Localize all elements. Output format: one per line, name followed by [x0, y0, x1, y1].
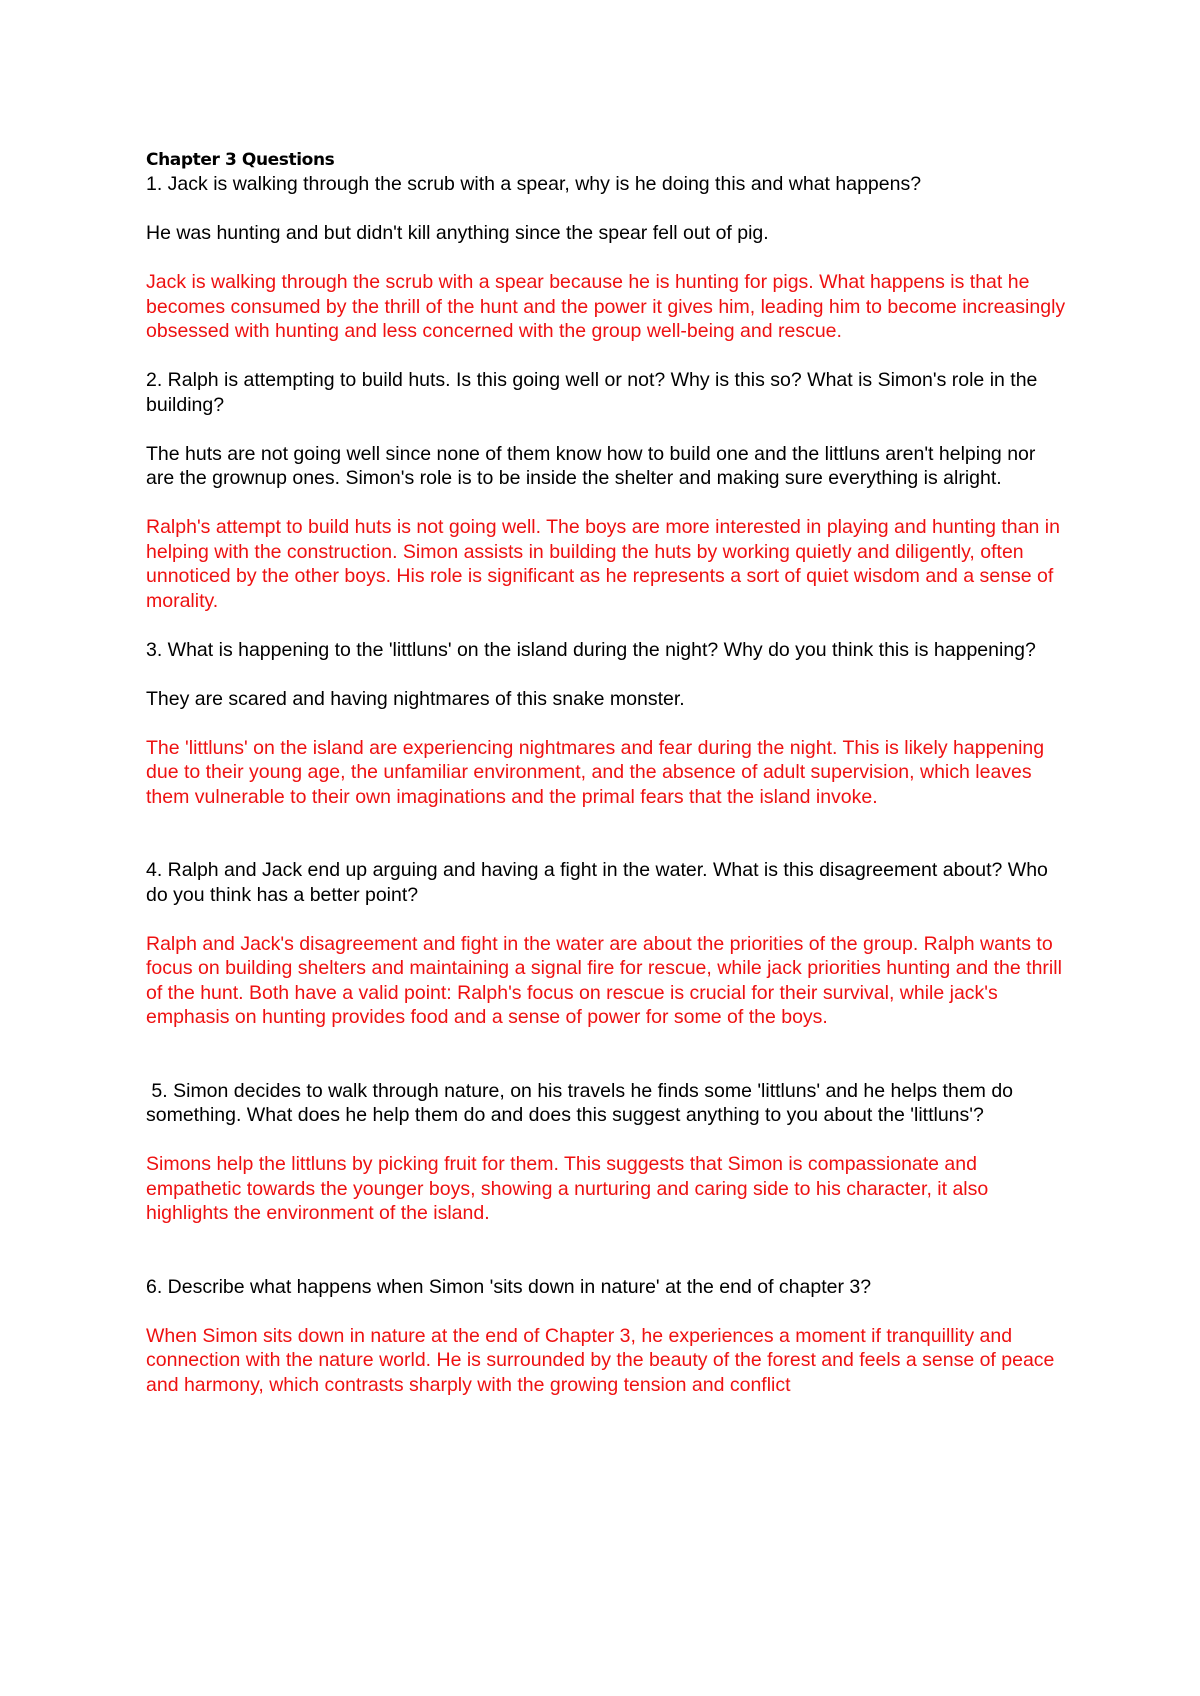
question-4: 4. Ralph and Jack end up arguing and having a fight in the water. What is this disagreement about? Who do you think has a better point?	[146, 859, 1048, 906]
document-title: Chapter 3 Questions	[146, 150, 335, 170]
model-answer-3: The 'littluns' on the island are experiencing nightmares and fear during the night. This is likely happening due to their young age, the unfamiliar environment, and the absence of adult supervision, which leaves them vulnerable to their own imaginations and the primal fears that the island invoke.	[146, 736, 1045, 808]
student-answer-2: The huts are not going well since none of them know how to build one and the littluns aren't helping nor are the grownup ones. Simon's role is to be inside the shelter and making sure everything is alright.	[146, 442, 1036, 489]
model-answer-2: Ralph's attempt to build huts is not going well. The boys are more interested in playing and hunting than in helping with the construction. Simon assists in building the huts by working quietly and diligently, often unnoticed by the other boys. His role is significant as he represents a sort of quiet wisdom and a sense of morality.	[146, 516, 1060, 612]
question-1: 1. Jack is walking through the scrub with a spear, why is he doing this and what happens?	[146, 173, 922, 195]
question-5: 5. Simon decides to walk through nature, on his travels he finds some 'littluns' and he helps them do something. What does he help them do and does this suggest anything to you about the 'littluns'?	[146, 1079, 1019, 1126]
model-answer-6: When Simon sits down in nature at the end of Chapter 3, he experiences a moment if tranquillity and connection with the nature world. He is surrounded by the beauty of the forest and feels a sense of peace and harmony, which contrasts sharply with the growing tension and conflict	[146, 1324, 1055, 1396]
model-answer-1: Jack is walking through the scrub with a spear because he is hunting for pigs. What happens is that he becomes consumed by the thrill of the hunt and the power it gives him, leading him to become increasingly obsessed with hunting and less concerned with the group well-being and rescue.	[146, 271, 1066, 342]
student-answer-3: They are scared and having nightmares of this snake monster.	[146, 687, 685, 710]
question-3: 3. What is happening to the 'littluns' on the island during the night? Why do you think this is happening?	[146, 638, 1036, 661]
student-answer-1: He was hunting and but didn't kill anything since the spear fell out of pig.	[146, 222, 769, 244]
document-body	[146, 148, 1066, 1397]
question-6: 6. Describe what happens when Simon 'sits down in nature' at the end of chapter 3?	[146, 1275, 872, 1298]
question-2: 2. Ralph is attempting to build huts. Is this going well or not? Why is this so? What is Simon's role in the building?	[146, 369, 1038, 416]
model-answer-5: Simons help the littluns by picking fruit for them. This suggests that Simon is compassionate and empathetic towards the younger boys, showing a nurturing and caring side to his character, it also highlights the environment of the island.	[146, 1153, 989, 1224]
model-answer-4: Ralph and Jack's disagreement and fight in the water are about the priorities of the group. Ralph wants to focus on building shelters and maintaining a signal fire for rescue, while jack priorities hunting and the thrill of the hunt. Both have a valid point: Ralph's focus on rescue is crucial for their survival, while jack's emphasis on hunting provides food and a sense of power for some of the boys.	[146, 932, 1062, 1028]
